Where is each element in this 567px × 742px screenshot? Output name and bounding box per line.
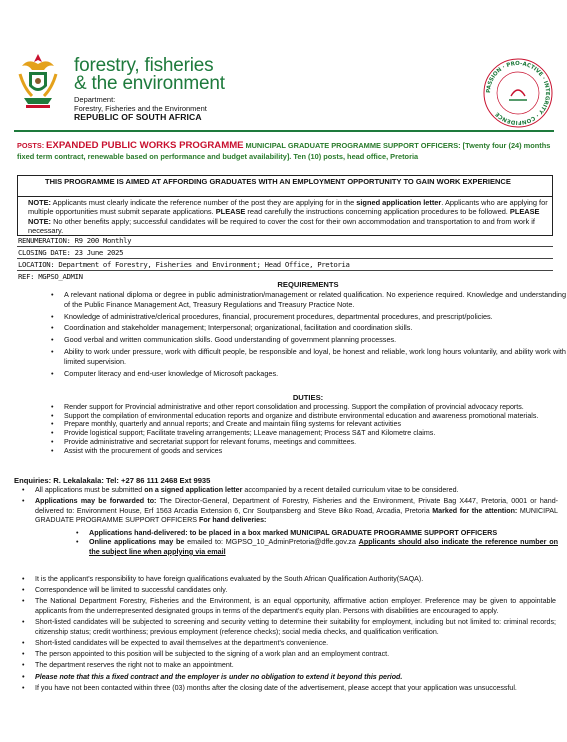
list-item: • Provide administrative and secretariat support for relevant forums, meetings and committees.: [47, 438, 566, 447]
list-item: • Assist with the procurement of goods and services: [47, 447, 566, 456]
duties-list: [47, 403, 566, 455]
list-item: • If you have not been contacted within three (03) months after the closing date of the advertisement, please accept that your application was unsuccessful.: [18, 684, 556, 694]
list-item: • Provide logistical support; Facilitate traveling arrangements; LLeave management; Process S&T and Kilometre claims.: [47, 429, 566, 438]
list-item: • Knowledge of administrative/clerical procedures, financial, procurement procedures, departmental procedures, and prescript/policies.: [47, 312, 566, 322]
reference-number: REF: MGPSO_ADMIN: [18, 272, 83, 281]
meta-divider: [17, 270, 553, 271]
meta-divider: [17, 258, 553, 259]
list-item: • Correspondence will be limited to successful candidates only.: [18, 586, 556, 596]
location: LOCATION: Department of Forestry, Fisheries and Environment; Head Office, Pretoria: [18, 260, 350, 269]
list-item: • Applications may be forwarded to: The Director-General, Department of Forestry, Fisheries and the Environment, Private Bag X447, Pretoria, 0001 or hand-delivered to: Environment House, Erf 1563 Arcadia Extension 6, Cnr Soutpansberg and Steve Biko Road, Arcadia, Pretoria Marked for the attention: MUNICIPAL GRADUATE PROGRAMME SUPPORT OFFICERS For hand deliveries:: [18, 497, 558, 526]
list-item: • Applications hand-delivered: to be placed in a box marked MUNICIPAL GRADUATE PROGRAMME SUPPORT OFFICERS: [72, 528, 558, 537]
list-item: • Prepare monthly, quarterly and annual reports; and Create and maintain filing systems for relevant activities: [47, 420, 566, 429]
list-item: • Short-listed candidates will be expected to avail themselves at the department's convenience.: [18, 639, 556, 649]
application-email[interactable]: emailed to: MGPSO_10_AdminPretoria@dffe.gov.za: [187, 537, 356, 547]
application-instructions: [18, 486, 558, 527]
list-item: • Support the compilation of environmental education reports and organize and distribute environmental education and awareness promotional materials.: [47, 412, 566, 421]
conditions-list: [18, 575, 556, 695]
requirements-list: [47, 290, 566, 380]
list-item: • The person appointed to this position will be subjected to the signing of a work plan and an employment contract.: [18, 650, 556, 660]
values-seal-logo: [481, 56, 555, 130]
list-item: • Render support for Provincial administrative and other report consolidation and processing. Support the compilation of provincial advocacy reports.: [47, 403, 566, 412]
programme-title: EXPANDED PUBLIC WORKS PROGRAMME: [46, 140, 244, 151]
list-item: • A relevant national diploma or degree in public administration/management or related qualification. No experience required. Knowledge and understanding of the Public Finance Management Act, Treasury Regulations and Treasury Practice Note.: [47, 290, 566, 311]
list-item: • Good verbal and written communication skills. Good understanding of government planning processes.: [47, 335, 566, 345]
brand-name-line2: & the environment: [74, 73, 225, 94]
closing-date: CLOSING DATE: 23 June 2025: [18, 248, 124, 257]
svg-text:PASSION · PRO-ACTIVE · INTEGRI: PASSION · PRO-ACTIVE · INTEGRITY · CONFIDENCE: [485, 60, 551, 126]
department-label: Department: Forestry, Fisheries and the Environment: [74, 95, 207, 113]
post-description: MUNICIPAL GRADUATE PROGRAMME SUPPORT OFFICERS: [Twenty four (24) months fixed term contract, renewable based on performance and budget availability]. Ten (10) posts, head office, Pretoria: [17, 141, 551, 161]
list-item: • The National Department Forestry, Fisheries and the Environment, is an equal opportunity, affirmative action employer. Preference may be given to appointable applicants from the underrepresented designated groups in terms of the department's equity plan. Persons with disabilities are encouraged to apply.: [18, 597, 556, 616]
list-item: • All applications must be submitted on a signed application letter accompanied by a recent detailed curriculum vitae to be considered.: [18, 486, 558, 496]
list-item: • Online applications may be emailed to: MGPSO_10_AdminPretoria@dffe.gov.za Applicants should also indicate the reference number on the subject line when applying via email: [72, 537, 558, 556]
list-item: • Computer literacy and end-user knowledge of Microsoft packages.: [47, 369, 566, 379]
header-divider: [14, 130, 554, 132]
list-item: • Coordination and stakeholder management; Interpersonal; organizational, facilitation and coordination skills.: [47, 323, 566, 333]
post-title: POSTS: EXPANDED PUBLIC WORKS PROGRAMME MUNICIPAL GRADUATE PROGRAMME SUPPORT OFFICERS: [Twenty four (24) months fixed term contract, renewable based on performance and budget availability]. Ten (10) posts, head office, Pretoria: [17, 140, 551, 161]
list-item: • It is the applicant's responsibility to have foreign qualifications evaluated by the South African Qualification Authority(SAQA).: [18, 575, 556, 585]
brand-name-line1: forestry, fisheries: [74, 55, 214, 76]
duties-heading: DUTIES:: [292, 393, 324, 402]
coat-of-arms-logo: [14, 52, 62, 110]
country-name: REPUBLIC OF SOUTH AFRICA: [74, 112, 202, 122]
list-item: • Ability to work under pressure, work with difficult people, be responsible and loyal, be honest and reliable, work long hours voluntarily, and ability work with limited supervision.: [47, 347, 566, 368]
delivery-options: [72, 528, 558, 556]
remuneration: RENUMERATION: R9 200 Monthly: [18, 236, 132, 245]
enquiries-contact: Enquiries: R. Lekalakala: Tel: +27 86 111 2468 Ext 9935: [14, 476, 211, 485]
list-item: • The department reserves the right not to make an appointment.: [18, 661, 556, 671]
meta-divider: [17, 246, 553, 247]
requirements-heading: REQUIREMENTS: [277, 280, 339, 289]
application-note: NOTE: Applicants must clearly indicate the reference number of the post they are applying for in the signed application letter. Applicants who are applying for multiple opportunities must submit separate applications. PLEASE read carefully the instructions concerning application procedures to be followed. PLEASE NOTE: No other benefits apply; successful candidates will be required to cover the cost for their own accommodation and transportation to and from work if necessary.: [28, 198, 548, 236]
programme-aim: THIS PROGRAMME IS AIMED AT AFFORDING GRADUATES WITH AN EMPLOYMENT OPPORTUNITY TO GAIN WORK EXPERIENCE: [45, 177, 511, 186]
list-item: • Please note that this a fixed contract and the employer is under no obligation to extend it beyond this period.: [18, 673, 556, 683]
list-item: • Short-listed candidates will be subjected to screening and security vetting to determine their suitability for employment, including but not limited to: criminal records; citizenship status; credit worthiness; previous employment (reference checks); social media checks, and qualification verification.: [18, 618, 556, 637]
